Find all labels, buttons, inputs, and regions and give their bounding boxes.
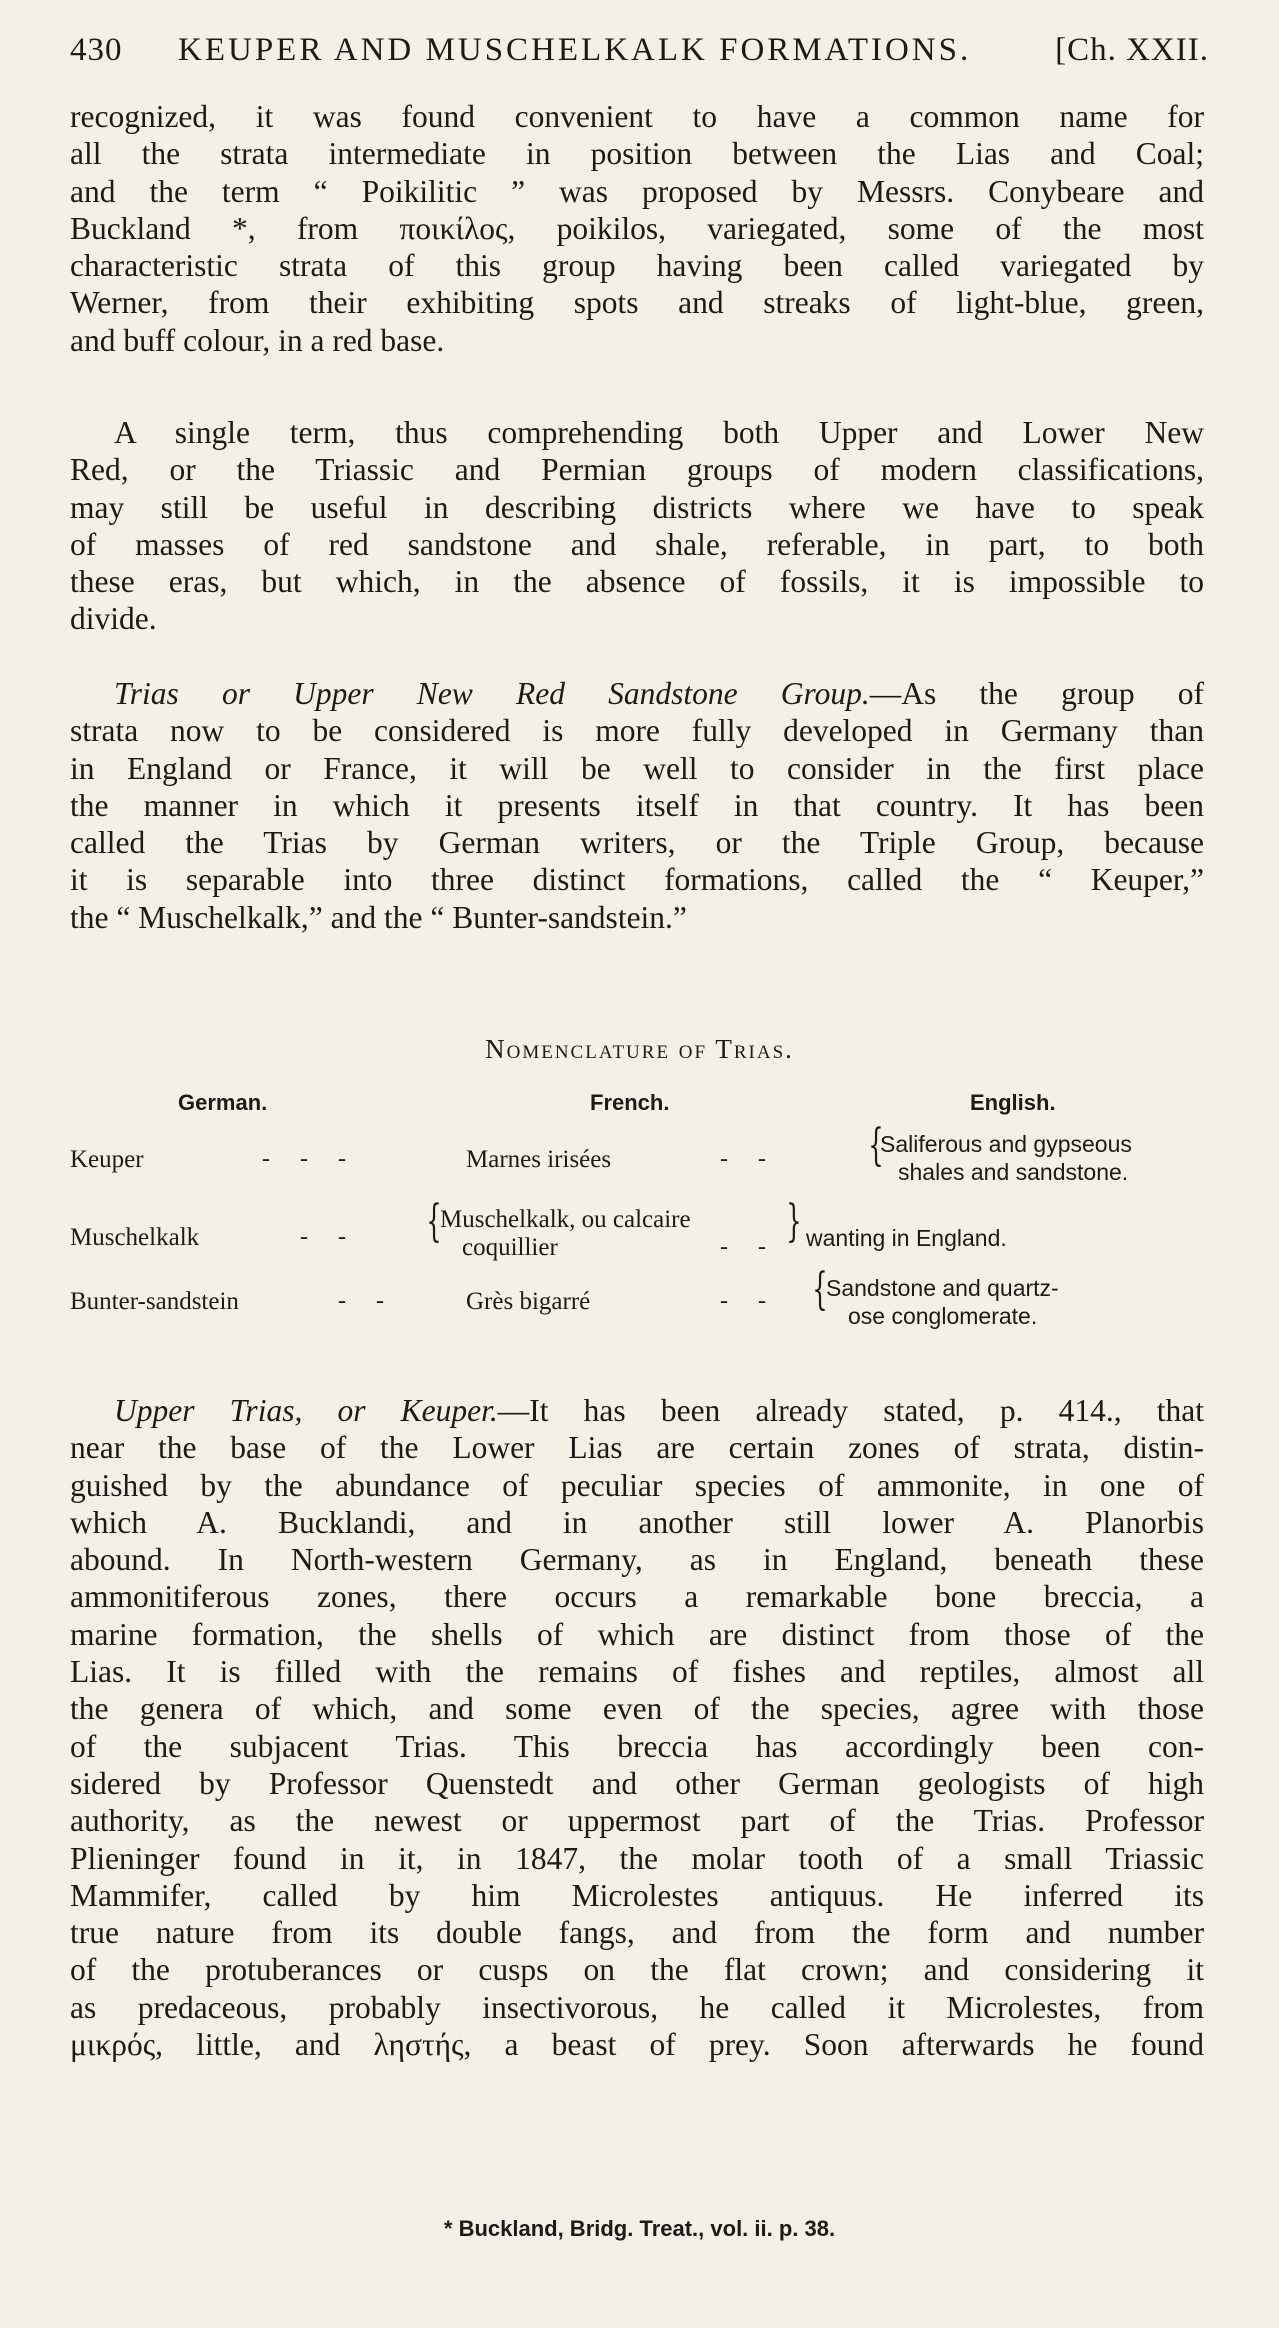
text-line: the genera of which, and some even of the species, agree with those <box>70 1691 1204 1727</box>
text-line: Trias or Upper New Red Sandstone Group.—As the group of <box>114 676 1204 711</box>
text-line: guished by the abundance of peculiar species of ammonite, in one of <box>70 1467 1204 1503</box>
text-line: Upper Trias, or Keuper.—It has been already stated, p. 414., that <box>114 1393 1204 1428</box>
footnote: * Buckland, Bridg. Treat., vol. ii. p. 38. <box>443 2216 836 2241</box>
text-line: Plieninger found in it, in 1847, the molar tooth of a small Triassic <box>70 1840 1204 1876</box>
brace-close-icon: } <box>786 1196 802 1247</box>
text-line: μικρός, little, and ληστής, a beast of prey. Soon afterwards he found <box>70 2027 1204 2063</box>
french-name: coquillier <box>462 1234 558 1261</box>
text-line: of masses of red sandstone and shale, referable, in part, to both <box>70 526 1204 562</box>
text-line: these eras, but which, in the absence of fossils, it is impossible to <box>70 564 1204 600</box>
brace-icon: { <box>868 1120 884 1171</box>
text-line: as predaceous, probably insectivorous, he called it Microlestes, from <box>70 1989 1204 2025</box>
text-line: which A. Bucklandi, and in another still lower A. Planorbis <box>70 1504 1204 1540</box>
column-header-english: English. <box>970 1090 1056 1115</box>
german-name: Muschelkalk <box>70 1224 200 1251</box>
text-line: the “ Muschelkalk,” and the “ Bunter-sandstein.” <box>70 899 687 935</box>
text-line: called the Trias by German writers, or the Triple Group, because <box>70 825 1204 861</box>
paragraph-trias-group <box>70 675 1204 936</box>
leader-dots: - - <box>720 1288 766 1314</box>
text-line: Lias. It is filled with the remains of fishes and reptiles, almost all <box>70 1654 1204 1690</box>
text-line: Red, or the Triassic and Permian groups of modern classifications, <box>70 452 1204 488</box>
text-line: Werner, from their exhibiting spots and streaks of light-blue, green, <box>70 285 1204 321</box>
section-heading: Trias or Upper New Red Sandstone Group. <box>114 676 870 711</box>
leader-dots: - - <box>720 1234 766 1260</box>
french-name: Muschelkalk, ou calcaire <box>440 1206 691 1233</box>
paragraph-keuper <box>70 1392 1204 2063</box>
english-name: Sandstone and quartz- <box>826 1275 1059 1301</box>
text-line: recognized, it was found convenient to have a common name for <box>70 99 1204 134</box>
column-header-german: German. <box>178 1090 268 1115</box>
text-line: divide. <box>70 601 157 637</box>
text-line: true nature from its double fangs, and from the form and number <box>70 1915 1204 1951</box>
text-line: may still be useful in describing districts where we have to speak <box>70 489 1204 525</box>
text-line: ammonitiferous zones, there occurs a remarkable bone breccia, a <box>70 1579 1204 1615</box>
brace-icon: { <box>426 1196 442 1247</box>
text-line: abound. In North-western Germany, as in England, beneath these <box>70 1542 1204 1578</box>
text-line: strata now to be considered is more fully developed in Germany than <box>70 713 1204 749</box>
leader-dots: - - <box>300 1224 346 1250</box>
paragraph-poikilitic <box>70 98 1204 359</box>
brace-icon: { <box>812 1264 828 1315</box>
german-name: Keuper <box>70 1146 144 1173</box>
text-line: sidered by Professor Quenstedt and other German geologists of high <box>70 1765 1204 1801</box>
text-line: marine formation, the shells of which are distinct from those of the <box>70 1616 1204 1652</box>
section-heading: Upper Trias, or Keuper. <box>114 1393 498 1428</box>
german-name: Bunter-sandstein <box>70 1288 239 1315</box>
running-title: KEUPER AND MUSCHELKALK FORMATIONS. <box>178 32 972 68</box>
leader-dots: - - - <box>262 1146 346 1172</box>
french-name: Grès bigarré <box>466 1288 591 1315</box>
french-name: Marnes irisées <box>466 1146 612 1173</box>
text-line: Buckland *, from ποικίλος, poikilos, variegated, some of the most <box>70 210 1204 246</box>
english-name: ose conglomerate. <box>848 1303 1038 1329</box>
chapter-label: [Ch. XXII. <box>1055 32 1209 68</box>
text-line: in England or France, it will be well to consider in the first place <box>70 750 1204 786</box>
column-header-french: French. <box>590 1090 670 1115</box>
text-line: Mammifer, called by him Microlestes antiquus. He inferred its <box>70 1877 1204 1913</box>
text-line: near the base of the Lower Lias are certain zones of strata, distin- <box>70 1430 1204 1466</box>
text-line: authority, as the newest or uppermost part of the Trias. Professor <box>70 1803 1204 1839</box>
text-line: and buff colour, in a red base. <box>70 322 445 358</box>
text-line: of the subjacent Trias. This breccia has accordingly been con- <box>70 1728 1204 1764</box>
text-line: the manner in which it presents itself in that country. It has been <box>70 787 1204 823</box>
nomenclature-title: Nomenclature of Trias. <box>485 1034 794 1064</box>
text-line: of the protuberances or cusps on the flat crown; and considering it <box>70 1952 1204 1988</box>
leader-dots: - - <box>720 1146 766 1172</box>
text-line: A single term, thus comprehending both Upper and Lower New <box>114 415 1204 450</box>
page-number: 430 <box>70 32 123 68</box>
english-name: Saliferous and gypseous <box>880 1131 1132 1157</box>
text-line: and the term “ Poikilitic ” was proposed by Messrs. Conybeare and <box>70 173 1204 209</box>
leader-dots: - - <box>338 1288 384 1314</box>
text-line: it is separable into three distinct formations, called the “ Keuper,” <box>70 862 1204 898</box>
text-line: characteristic strata of this group having been called variegated by <box>70 248 1204 284</box>
text-line: all the strata intermediate in position between the Lias and Coal; <box>70 136 1204 172</box>
english-name: shales and sandstone. <box>898 1159 1129 1185</box>
running-header <box>70 32 1209 82</box>
paragraph-single-term <box>70 414 1204 638</box>
english-name: wanting in England. <box>806 1225 1007 1251</box>
